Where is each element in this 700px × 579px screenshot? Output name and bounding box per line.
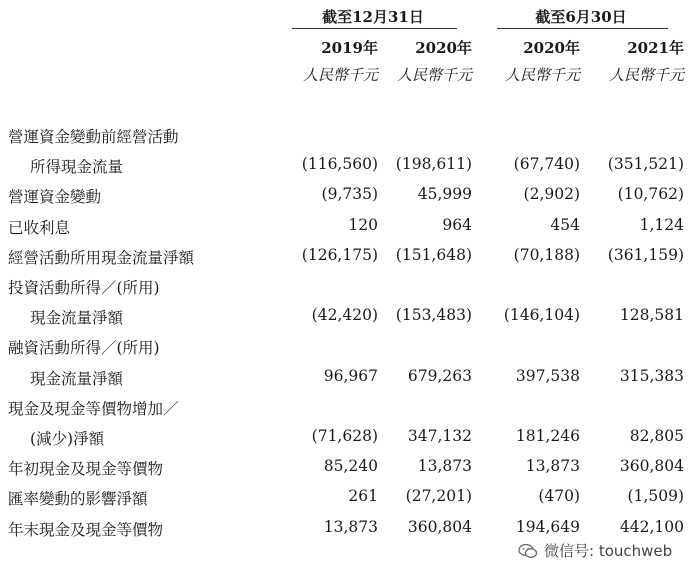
- value-cell: (151,648): [395, 245, 472, 264]
- value-cell: (27,201): [405, 487, 472, 506]
- column-year: 2021年: [627, 39, 684, 57]
- watermark-text: 微信号: touchweb: [544, 542, 673, 560]
- row-label: 現金流量淨額: [30, 369, 124, 388]
- column-year: 2020年: [415, 39, 472, 57]
- value-cell: 261: [348, 487, 378, 506]
- row-label: 投資活動所得／(所用): [8, 279, 160, 297]
- wechat-icon: [518, 543, 538, 559]
- row-label: 匯率變動的影響淨額: [8, 490, 148, 509]
- value-cell: 679,263: [407, 366, 472, 385]
- value-cell: (361,159): [607, 245, 684, 264]
- value-cell: (198,611): [395, 155, 472, 174]
- row-label: 年初現金及現金等價物: [8, 460, 164, 479]
- value-cell: 1,124: [639, 215, 684, 234]
- value-cell: 360,804: [407, 517, 472, 536]
- value-cell: 120: [348, 215, 378, 234]
- value-cell: (42,420): [311, 306, 378, 325]
- value-cell: 82,805: [629, 427, 684, 445]
- value-cell: 13,873: [417, 457, 472, 476]
- value-cell: (146,104): [503, 306, 580, 325]
- column-unit: 人民幣千元: [302, 66, 378, 84]
- value-cell: (71,628): [311, 427, 378, 445]
- row-label: 已收利息: [8, 218, 71, 237]
- value-cell: 315,383: [619, 366, 684, 385]
- row-label: 營運資金變動: [8, 188, 102, 207]
- row-label: 所得現金流量: [30, 158, 124, 177]
- row-label: 年末現金及現金等價物: [8, 520, 164, 539]
- value-cell: (10,762): [617, 185, 684, 204]
- value-cell: 397,538: [515, 366, 580, 385]
- value-cell: 85,240: [323, 457, 378, 476]
- row-label: 現金流量淨額: [30, 309, 124, 328]
- value-cell: 194,649: [515, 517, 580, 536]
- column-year: 2020年: [523, 39, 580, 57]
- value-cell: (351,521): [607, 155, 684, 174]
- group-rule: [497, 28, 668, 29]
- value-cell: (126,175): [301, 245, 378, 264]
- value-cell: 13,873: [323, 517, 378, 536]
- value-cell: (70,188): [513, 245, 580, 264]
- value-cell: (9,735): [321, 185, 378, 204]
- value-cell: (1,509): [627, 487, 684, 506]
- group-header: 截至6月30日: [535, 8, 627, 26]
- value-cell: (2,902): [523, 185, 580, 204]
- column-year: 2019年: [321, 39, 378, 57]
- value-cell: (67,740): [513, 155, 580, 174]
- value-cell: 360,804: [619, 457, 684, 476]
- group-header: 截至12月31日: [322, 8, 424, 26]
- value-cell: 128,581: [619, 306, 684, 325]
- value-cell: 964: [442, 215, 472, 234]
- value-cell: 96,967: [323, 366, 378, 385]
- value-cell: (153,483): [395, 306, 472, 325]
- value-cell: (470): [538, 487, 580, 506]
- column-unit: 人民幣千元: [504, 66, 580, 84]
- row-label: 經營活動所用現金流量淨額: [8, 248, 195, 267]
- value-cell: (116,560): [301, 155, 378, 174]
- column-unit: 人民幣千元: [396, 66, 472, 84]
- value-cell: 347,132: [407, 427, 472, 445]
- row-label: 營運資金變動前經營活動: [8, 128, 179, 146]
- group-rule: [292, 28, 457, 29]
- row-label: 現金及現金等價物增加／: [8, 399, 179, 418]
- watermark: [518, 540, 672, 561]
- column-unit: 人民幣千元: [608, 66, 684, 84]
- value-cell: 45,999: [417, 185, 472, 204]
- value-cell: 13,873: [525, 457, 580, 476]
- value-cell: 454: [550, 215, 580, 234]
- value-cell: 442,100: [619, 517, 684, 536]
- value-cell: 181,246: [515, 427, 580, 445]
- row-label: 融資活動所得／(所用): [8, 339, 160, 358]
- row-label: (減少)淨額: [30, 430, 105, 448]
